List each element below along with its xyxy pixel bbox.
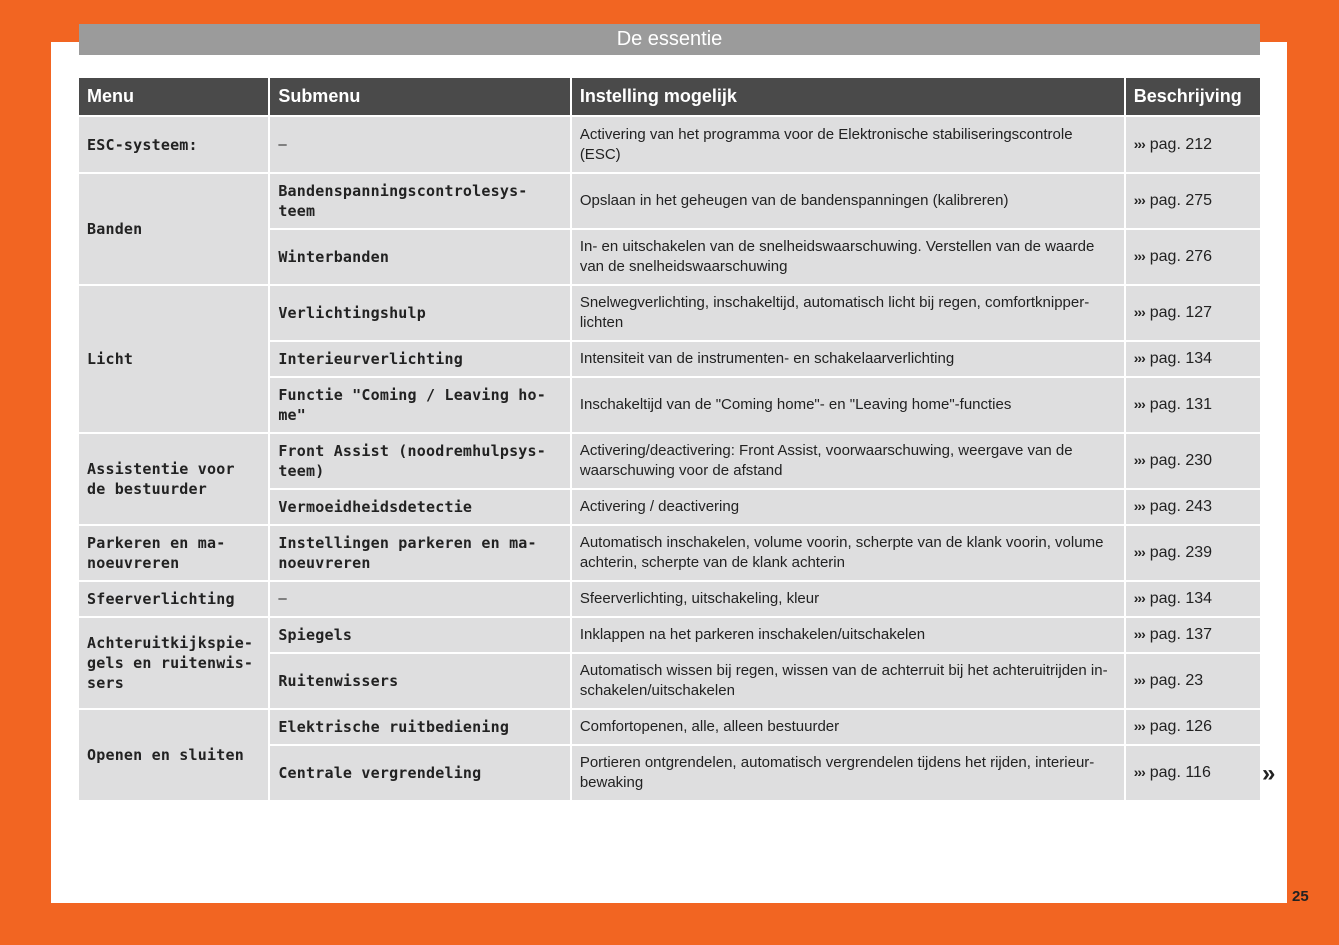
table-row — [79, 434, 1260, 488]
setting-cell: Activering/deactivering: Front Assist, voorwaarschuwing, weergave van de waarschuwing voor de afstand — [572, 434, 1124, 488]
page-ref-cell — [1126, 117, 1260, 172]
table-row — [79, 710, 1260, 744]
page-ref: pag. 243 — [1149, 498, 1213, 515]
submenu-cell: – — [270, 117, 570, 172]
setting-cell: In- en uitschakelen van de snelheidswaarschuwing. Verstellen van de waarde van de snelheidswaarschuwing — [572, 230, 1124, 284]
submenu-cell: Centrale vergrendeling — [270, 746, 570, 800]
setting-cell: Snelwegverlichting, inschakeltijd, automatisch licht bij regen, comfortknipper-lichten — [572, 286, 1124, 340]
submenu-cell: Spiegels — [270, 618, 570, 652]
menu-settings-table — [77, 76, 1262, 802]
submenu-cell: Front Assist (noodremhulpsys-teem) — [270, 434, 570, 488]
setting-cell: Portieren ontgrendelen, automatisch vergrendelen tijdens het rijden, interieur-bewaking — [572, 746, 1124, 800]
arrow-icon: ››› — [1133, 135, 1145, 152]
page-ref-cell — [1126, 174, 1260, 228]
arrow-icon: ››› — [1133, 718, 1145, 734]
table-row — [79, 526, 1260, 580]
menu-cell: Openen en sluiten — [79, 710, 268, 800]
setting-cell: Inschakeltijd van de "Coming home"- en "Leaving home"-functies — [572, 378, 1124, 432]
table-row — [79, 618, 1260, 652]
page-ref-cell — [1126, 490, 1260, 524]
page-ref-cell — [1126, 378, 1260, 432]
menu-cell: Licht — [79, 286, 268, 432]
menu-cell: Achteruitkijkspie-gels en ruitenwis-sers — [79, 618, 268, 708]
page-number: 25 — [1292, 888, 1309, 905]
page-ref-cell — [1126, 230, 1260, 284]
menu-cell: ESC-systeem: — [79, 117, 268, 172]
submenu-cell: Verlichtingshulp — [270, 286, 570, 340]
arrow-icon: ››› — [1133, 626, 1145, 642]
header-setting: Instelling mogelijk — [572, 78, 1124, 115]
setting-cell: Inklappen na het parkeren inschakelen/uitschakelen — [572, 618, 1124, 652]
arrow-icon: ››› — [1133, 764, 1145, 780]
setting-cell: Activering van het programma voor de Elektronische stabiliseringscontrole (ESC) — [572, 117, 1124, 172]
table-row — [79, 582, 1260, 616]
setting-cell: Opslaan in het geheugen van de bandenspanningen (kalibreren) — [572, 174, 1124, 228]
setting-cell: Sfeerverlichting, uitschakeling, kleur — [572, 582, 1124, 616]
arrow-icon: ››› — [1133, 672, 1145, 688]
submenu-cell: Ruitenwissers — [270, 654, 570, 708]
submenu-cell: Interieurverlichting — [270, 342, 570, 376]
page-ref: pag. 276 — [1149, 248, 1213, 265]
arrow-icon: ››› — [1133, 590, 1145, 606]
page-ref: pag. 127 — [1149, 304, 1213, 321]
page-ref-cell — [1126, 286, 1260, 340]
page-ref: pag. 230 — [1149, 452, 1213, 469]
table-row — [79, 174, 1260, 228]
page-ref: pag. 134 — [1149, 590, 1213, 607]
header-description: Beschrijving — [1126, 78, 1260, 115]
page-ref-cell — [1126, 526, 1260, 580]
arrow-icon: ››› — [1133, 544, 1145, 560]
arrow-icon: ››› — [1133, 248, 1145, 264]
page-ref: pag. 116 — [1149, 764, 1211, 781]
page-ref: pag. 275 — [1149, 192, 1213, 209]
arrow-icon: ››› — [1133, 192, 1145, 208]
submenu-cell: Bandenspanningscontrolesys-teem — [270, 174, 570, 228]
page-ref: pag. 239 — [1149, 544, 1213, 561]
page-ref-cell — [1126, 342, 1260, 376]
setting-cell: Automatisch wissen bij regen, wissen van de achterruit bij het achteruitrijden in-schakelen/uitschakelen — [572, 654, 1124, 708]
page-ref: pag. 23 — [1149, 672, 1204, 689]
table-header-row — [79, 78, 1260, 115]
menu-cell: Banden — [79, 174, 268, 284]
setting-cell: Comfortopenen, alle, alleen bestuurder — [572, 710, 1124, 744]
table-row — [79, 286, 1260, 340]
page-ref-cell — [1126, 582, 1260, 616]
setting-cell: Intensiteit van de instrumenten- en schakelaarverlichting — [572, 342, 1124, 376]
page-ref-cell — [1126, 618, 1260, 652]
menu-cell: Assistentie voor de bestuurder — [79, 434, 268, 524]
page-ref: pag. 212 — [1149, 135, 1213, 153]
continue-icon: » — [1262, 760, 1276, 787]
menu-cell: Parkeren en ma-noeuvreren — [79, 526, 268, 580]
submenu-cell: Instellingen parkeren en ma-noeuvreren — [270, 526, 570, 580]
arrow-icon: ››› — [1133, 396, 1145, 412]
page-ref-cell — [1126, 710, 1260, 744]
arrow-icon: ››› — [1133, 304, 1145, 320]
page-ref: pag. 126 — [1149, 718, 1213, 735]
page-ref: pag. 134 — [1149, 350, 1213, 367]
arrow-icon: ››› — [1133, 452, 1145, 468]
setting-cell: Automatisch inschakelen, volume voorin, scherpte van de klank voorin, volume achterin, scherpte van de klank achterin — [572, 526, 1124, 580]
submenu-cell: Elektrische ruitbediening — [270, 710, 570, 744]
submenu-cell: Functie "Coming / Leaving ho-me" — [270, 378, 570, 432]
setting-cell: Activering / deactivering — [572, 490, 1124, 524]
page-ref-cell — [1126, 654, 1260, 708]
table-row — [79, 117, 1260, 172]
section-title: De essentie — [79, 24, 1260, 55]
page-ref: pag. 131 — [1149, 396, 1213, 413]
header-menu: Menu — [79, 78, 268, 115]
menu-cell: Sfeerverlichting — [79, 582, 268, 616]
page-ref-cell — [1126, 746, 1260, 800]
submenu-cell: Winterbanden — [270, 230, 570, 284]
submenu-cell: Vermoeidheidsdetectie — [270, 490, 570, 524]
submenu-cell: – — [270, 582, 570, 616]
page-ref-cell — [1126, 434, 1260, 488]
arrow-icon: ››› — [1133, 350, 1145, 366]
page-ref: pag. 137 — [1149, 626, 1213, 643]
header-submenu: Submenu — [270, 78, 570, 115]
arrow-icon: ››› — [1133, 498, 1145, 514]
